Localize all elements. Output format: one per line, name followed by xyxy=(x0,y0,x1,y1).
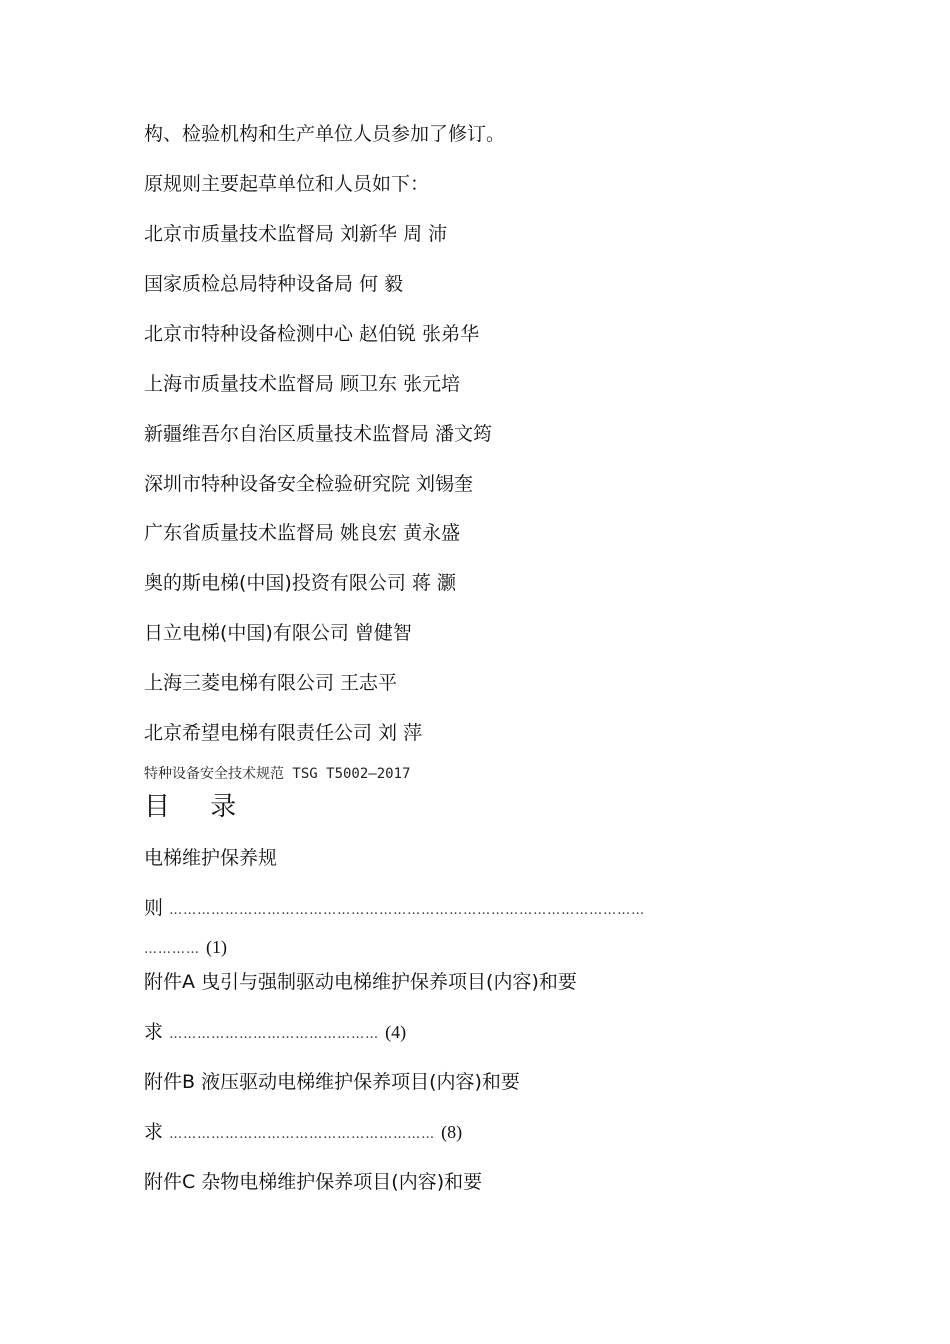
toc-entry-continuation[interactable] xyxy=(144,1020,406,1047)
toc-entry-text: 求 xyxy=(144,1021,164,1043)
drafter-entry: 新疆维吾尔自治区质量技术监督局 潘文筠 xyxy=(144,423,493,445)
toc-entry-page-line[interactable] xyxy=(144,935,227,962)
toc-entry-title[interactable]: 电梯维护保养规 xyxy=(144,847,278,869)
drafter-entry: 北京希望电梯有限责任公司 刘 萍 xyxy=(144,722,423,744)
toc-leader-dots: ………… xyxy=(144,942,200,957)
drafter-entry: 国家质检总局特种设备局 何 毅 xyxy=(144,273,404,295)
drafter-entry: 上海三菱电梯有限公司 王志平 xyxy=(144,672,398,694)
paragraph-revision-note: 构、检验机构和生产单位人员参加了修订。 xyxy=(144,123,506,145)
drafter-entry: 北京市质量技术监督局 刘新华 周 沛 xyxy=(144,223,448,245)
toc-entry-continuation[interactable] xyxy=(144,1120,462,1147)
toc-title: 目 录 xyxy=(144,792,253,822)
toc-entry-continuation[interactable] xyxy=(144,896,645,923)
running-header: 特种设备安全技术规范 TSG T5002—2017 xyxy=(144,766,411,782)
toc-entry-title[interactable]: 附件B 液压驱动电梯维护保养项目(内容)和要 xyxy=(144,1071,520,1093)
drafter-entry: 深圳市特种设备安全检验研究院 刘锡奎 xyxy=(144,473,474,495)
toc-entry-text: 求 xyxy=(144,1121,164,1143)
toc-leader-dots: ……………………………………… xyxy=(169,1027,380,1042)
paragraph-drafters-intro: 原规则主要起草单位和人员如下： xyxy=(144,173,430,195)
drafter-entry: 上海市质量技术监督局 顾卫东 张元培 xyxy=(144,373,461,395)
drafter-entry: 广东省质量技术监督局 姚良宏 黄永盛 xyxy=(144,522,461,544)
drafter-entry: 北京市特种设备检测中心 赵伯锐 张弟华 xyxy=(144,323,480,345)
toc-page-number: (8) xyxy=(441,1122,463,1142)
toc-leader-dots: ………………………………………………… xyxy=(169,1127,436,1142)
toc-page-number: (1) xyxy=(206,937,228,957)
toc-entry-text: 则 xyxy=(144,897,164,919)
toc-entry-title[interactable]: 附件C 杂物电梯维护保养项目(内容)和要 xyxy=(144,1171,483,1193)
toc-leader-dots: ………………………………………………………………………………………… xyxy=(169,903,646,918)
toc-entry-title[interactable]: 附件A 曳引与强制驱动电梯维护保养项目(内容)和要 xyxy=(144,971,577,993)
drafter-entry: 奥的斯电梯(中国)投资有限公司 蒋 灏 xyxy=(144,572,456,594)
toc-page-number: (4) xyxy=(385,1022,407,1042)
drafter-entry: 日立电梯(中国)有限公司 曾健智 xyxy=(144,622,412,644)
